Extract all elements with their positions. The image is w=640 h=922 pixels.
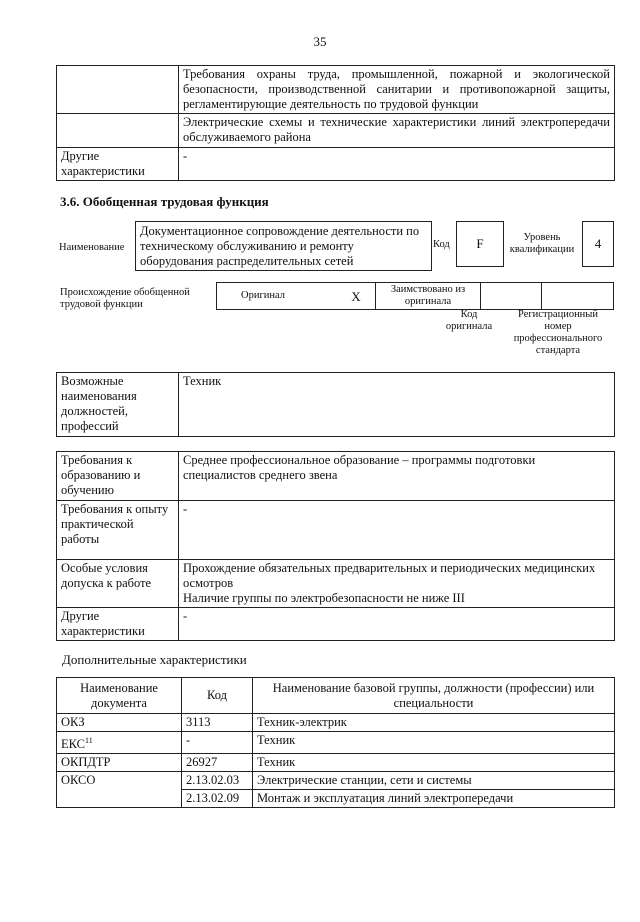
other-value: - [179, 148, 615, 181]
positions-table [56, 372, 615, 437]
function-name-box: Документационное сопровождение деятельности по техническому обслуживанию и ремонту оборудования распределительных сетей [135, 221, 432, 271]
knowledge-cell-1: Требования охраны труда, промышленной, пожарной и экологической безопасности, производственной санитарии и противопожарной защиты, регламентирующие деятельность по трудовой функции [179, 66, 615, 114]
code-caption: Код оригинала [445, 309, 493, 332]
row-name: Техник [253, 732, 615, 754]
code-label: Код [433, 239, 450, 250]
req-edu-value: Среднее профессиональное образование – программы подготовки специалистов среднего звена [179, 452, 615, 501]
req-admission-line-2: Наличие группы по электробезопасности не ниже III [183, 591, 465, 605]
other-label: Другие характеристики [57, 148, 179, 181]
reg-caption: Регистрационный номер профессионального стандарта [513, 309, 603, 356]
requirements-table [56, 451, 615, 641]
row-code: 26927 [182, 754, 253, 772]
original-label: Оригинал [217, 283, 338, 310]
row-code: 2.13.02.09 [182, 790, 253, 808]
req-exp-label: Требования к опыту практической работы [57, 501, 179, 560]
row-name: Техник-электрик [253, 714, 615, 732]
req-admission-value [179, 560, 615, 608]
code-box: F [456, 221, 504, 267]
additional-title: Дополнительные характеристики [62, 652, 247, 667]
positions-label: Возможные наименования должностей, профессий [57, 373, 179, 437]
header-code: Код [182, 678, 253, 714]
origin-label: Происхождение обобщенной трудовой функции [60, 287, 190, 310]
req-admission-line-1: Прохождение обязательных предварительных и периодических медицинских осмотров [183, 561, 596, 590]
row-doc: ОКПДТР [57, 754, 182, 772]
empty-cell [57, 114, 179, 148]
row-doc-text: ЕКС [61, 737, 85, 752]
origin-table [216, 282, 614, 310]
req-exp-value: - [179, 501, 615, 560]
positions-value: Техник [179, 373, 615, 437]
row-code: 2.13.02.03 [182, 772, 253, 790]
level-box: 4 [582, 221, 614, 267]
row-doc: ОКЗ [57, 714, 182, 732]
borrowed-label: Заимствовано из оригинала [376, 283, 481, 310]
row-code: 3113 [182, 714, 253, 732]
row-code: - [182, 732, 253, 754]
header-doc: Наименование документа [57, 678, 182, 714]
section-title: 3.6. Обобщенная трудовая функция [60, 194, 269, 209]
top-table [56, 65, 615, 181]
original-mark: X [337, 283, 376, 310]
page-number: 35 [313, 34, 327, 49]
req-admission-label: Особые условия допуска к работе [57, 560, 179, 608]
empty-cell [57, 66, 179, 114]
row-doc: ОКСО [57, 772, 182, 808]
row-name: Техник [253, 754, 615, 772]
knowledge-cell-2: Электрические схемы и технические характеристики линий электропередачи обслуживаемого района [179, 114, 615, 148]
req-other-value: - [179, 608, 615, 641]
row-doc [57, 732, 182, 754]
footnote-ref: 11 [85, 736, 93, 745]
header-name: Наименование базовой группы, должности (профессии) или специальности [253, 678, 615, 714]
origin-reg-cell [542, 283, 614, 310]
name-label: Наименование [59, 242, 125, 253]
additional-table [56, 677, 615, 808]
origin-code-cell [481, 283, 542, 310]
row-name: Электрические станции, сети и системы [253, 772, 615, 790]
req-other-label: Другие характеристики [57, 608, 179, 641]
level-label: Уровень квалификации [509, 232, 575, 255]
req-edu-label: Требования к образованию и обучению [57, 452, 179, 501]
row-name: Монтаж и эксплуатация линий электропередачи [253, 790, 615, 808]
